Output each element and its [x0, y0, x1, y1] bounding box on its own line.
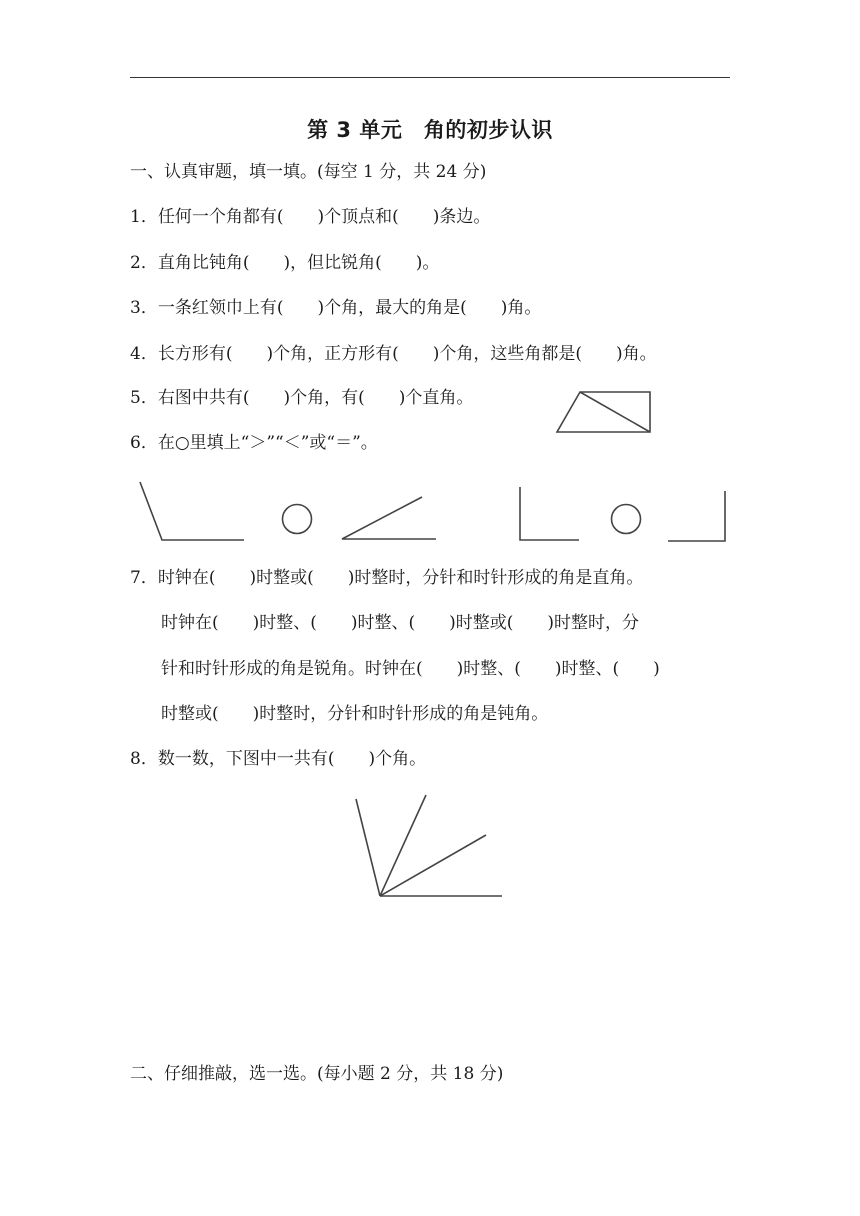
q8-rays-figure [352, 793, 512, 903]
q6-obtuse-angle [138, 480, 248, 545]
question-7-line-1: 7．时钟在( )时整或( )时整时，分针和时针形成的角是直角。 [130, 568, 644, 588]
question-4: 4．长方形有( )个角，正方形有( )个角，这些角都是( )角。 [130, 344, 657, 364]
question-7-line-2: 时钟在( )时整、( )时整、( )时整或( )时整时，分 [161, 613, 640, 633]
q6-acute-angle [339, 494, 439, 544]
q6-right-angle-2 [666, 489, 731, 549]
q6-compare-circle-2[interactable] [608, 501, 644, 537]
question-7-line-4: 时整或( )时整时，分针和时针形成的角是钝角。 [161, 704, 549, 724]
question-7-line-3: 针和时针形成的角是锐角。时钟在( )时整、( )时整、( ) [161, 659, 660, 679]
q5-figure [555, 390, 655, 435]
page-title: 第 3 单元 角的初步认识 [307, 118, 553, 142]
question-2: 2．直角比钝角( )，但比锐角( )。 [130, 253, 440, 273]
q6-compare-circle-1[interactable] [279, 501, 315, 537]
top-rule [130, 77, 730, 78]
question-8: 8．数一数，下图中一共有( )个角。 [130, 749, 427, 769]
section2-heading: 二、仔细推敲，选一选。(每小题 2 分，共 18 分) [130, 1064, 504, 1084]
question-1: 1．任何一个角都有( )个顶点和( )条边。 [130, 207, 491, 227]
question-6: 6．在○里填上“＞”“＜”或“＝”。 [130, 433, 378, 453]
q6-right-angle-1 [517, 485, 582, 545]
question-5: 5．右图中共有( )个角，有( )个直角。 [130, 388, 474, 408]
section1-heading: 一、认真审题，填一填。(每空 1 分，共 24 分) [130, 162, 487, 182]
question-3: 3．一条红领巾上有( )个角，最大的角是( )角。 [130, 298, 542, 318]
